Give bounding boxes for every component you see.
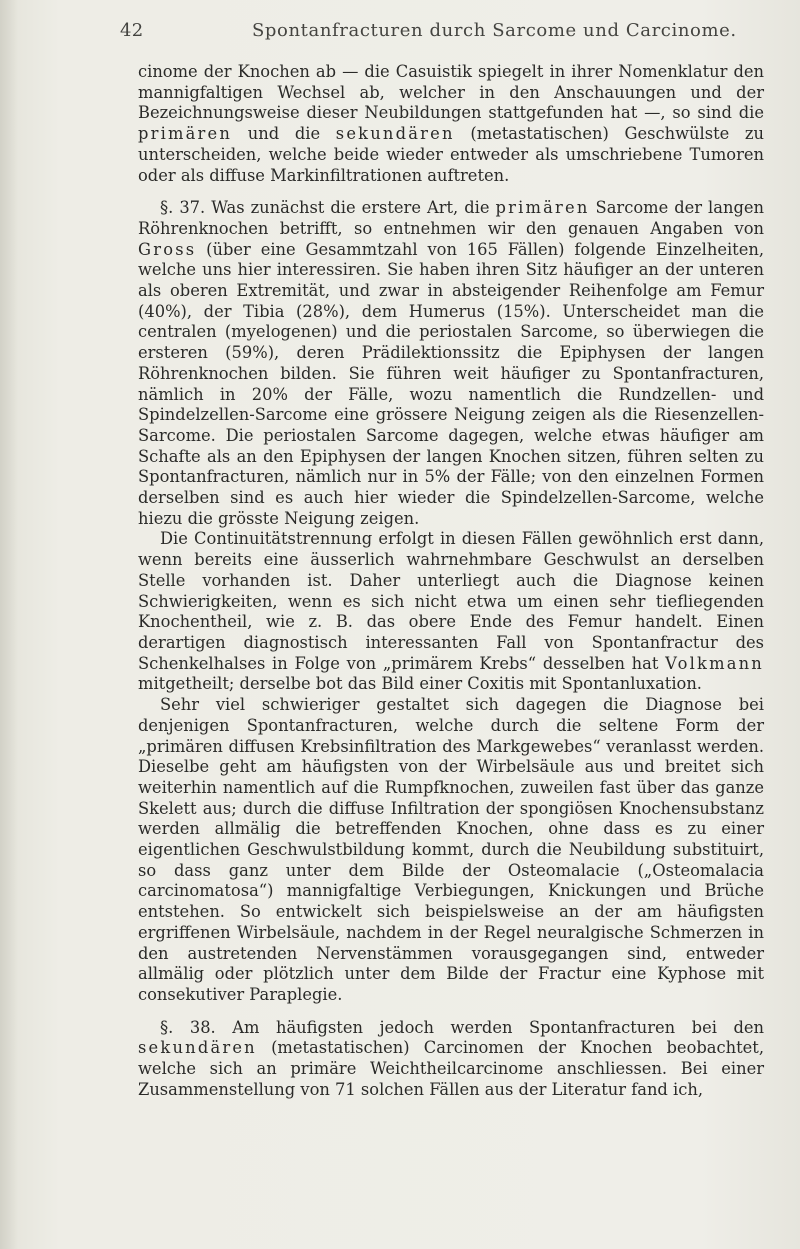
binding-shadow (0, 0, 18, 1249)
paragraph-continued (138, 62, 764, 186)
text-run: mitgetheilt; derselbe bot das Bild einer Coxitis mit Spontanluxation. (138, 674, 702, 694)
text-run: Sehr viel schwieriger gestaltet sich dagegen die Diagnose bei denjenigen Spontanfracturen, welche durch die seltene Form der „primären diffusen Krebsinfiltration des Markgewebes“ veranlasst werden. Dieselbe geht am häufigsten von der Wirbelsäule aus und breitet sich weiterhin namentlich auf die Rumpfknochen, zuweilen fast über das ganze Skelett aus; durch die diffuse Infiltration der spongiösen Knochensubstanz werden allmälig die betreffenden Knochen, ohne dass es zu einer eigentlichen Geschwulstbildung kommt, durch die Neubildung substituirt, so dass ganz unter dem Bilde der Osteomalacie („Osteomalacia carcinomatosa“) mannigfaltige Verbiegungen, Knickungen und Brüche entstehen. So entwickelt sich beispielsweise an der am häufigsten ergriffenen Wirbelsäule, nachdem in der Regel neuralgische Schmerzen in den austretenden Nervenstämmen vorausgegangen sind, entweder allmälig oder plötzlich unter dem Bilde der Fractur eine Kyphose mit consekutiver Paraplegie. (138, 695, 764, 1004)
running-title: Spontanfracturen durch Sarcome und Carcinome. (252, 20, 737, 41)
text-run: und die (232, 124, 336, 144)
emphasized-word: sekundären (335, 124, 455, 144)
page-header (120, 20, 760, 50)
text-run: cinome der Knochen ab — die Casuistik spiegelt in ihrer Nomenklatur den mannigfaltigen Wechsel ab, welcher in den Anschauungen und der Bezeichnungsweise dieser Neubildungen stattgefunden hat —, so sind die (138, 62, 764, 123)
text-run: §. 37. Was zunächst die erstere Art, die (160, 198, 496, 218)
emphasized-word: Gross (138, 239, 197, 259)
text-run: §. 38. Am häufigsten jedoch werden Spontanfracturen bei den (160, 1017, 764, 1037)
emphasized-word: primären (138, 124, 233, 144)
body-text (138, 62, 764, 1100)
emphasized-word: Volkmann (665, 653, 764, 673)
text-run: (metastatischen) Carcinomen der Knochen beobachtet, welche sich an primäre Weichtheilcarcinome anschliessen. Bei einer Zusammenstellung von 71 solchen Fällen aus der Literatur fand ich, (138, 1038, 764, 1099)
text-run: (über eine Gesammtzahl von 165 Fällen) folgende Einzelheiten, welche uns hier interessiren. Sie haben ihren Sitz häufiger an der unteren als oberen Extremität, und zwar in absteigender Reihenfolge am Femur (40%), der Tibia (28%), dem Humerus (15%). Unterscheidet man die centralen (myelogenen) und die periostalen Sarcome, so überwiegen die ersteren (59%), deren Prädilektionssitz die Epiphysen der langen Röhrenknochen bilden. Sie führen weit häufiger zu Spontanfracturen, nämlich in 20% der Fälle, wozu namentlich die Rundzellen- und Spindelzellen-Sarcome eine grössere Neigung zeigen als die Riesenzellen-Sarcome. Die periostalen Sarcome dagegen, welche etwas häufiger am Schafte als an den Epiphysen der langen Knochen sitzen, führen selten zu Spontanfracturen, nämlich nur in 5% der Fälle; von den einzelnen Formen derselben sind es auch hier wieder die Spindelzellen-Sarcome, welche hiezu die grösste Neigung zeigen. (138, 239, 764, 528)
text-run: Sarcome der langen Röhrenknochen betrifft, so entnehmen wir den genauen Angaben von (138, 198, 764, 238)
emphasized-word: sekundären (138, 1038, 257, 1058)
page-number: 42 (120, 20, 144, 41)
emphasized-word: primären (495, 198, 590, 218)
text-run: Die Continuitätstrennung erfolgt in diesen Fällen gewöhnlich erst dann, wenn bereits eine äusserlich wahrnehmbare Geschwulst an derselben Stelle vorhanden ist. Daher unterliegt auch die Diagnose keinen Schwierigkeiten, wenn es sich nicht etwa um einen sehr tiefliegenden Knochentheil, wie z. B. das obere Ende des Femur handelt. Einen derartigen diagnostisch interessanten Fall von Spontanfractur des Schenkelhalses in Folge von „primärem Krebs“ desselben hat (138, 529, 764, 673)
paragraph-diagnosis (138, 529, 764, 695)
paragraph-section-38 (138, 1018, 764, 1101)
paragraph-diffuse-infiltration (138, 695, 764, 1006)
paragraph-section-37 (138, 198, 764, 529)
text-run: (metastatischen) Geschwülste zu unterscheiden, welche beide wieder entweder als umschriebene Tumoren oder als diffuse Markinfiltrationen auftreten. (138, 124, 764, 185)
